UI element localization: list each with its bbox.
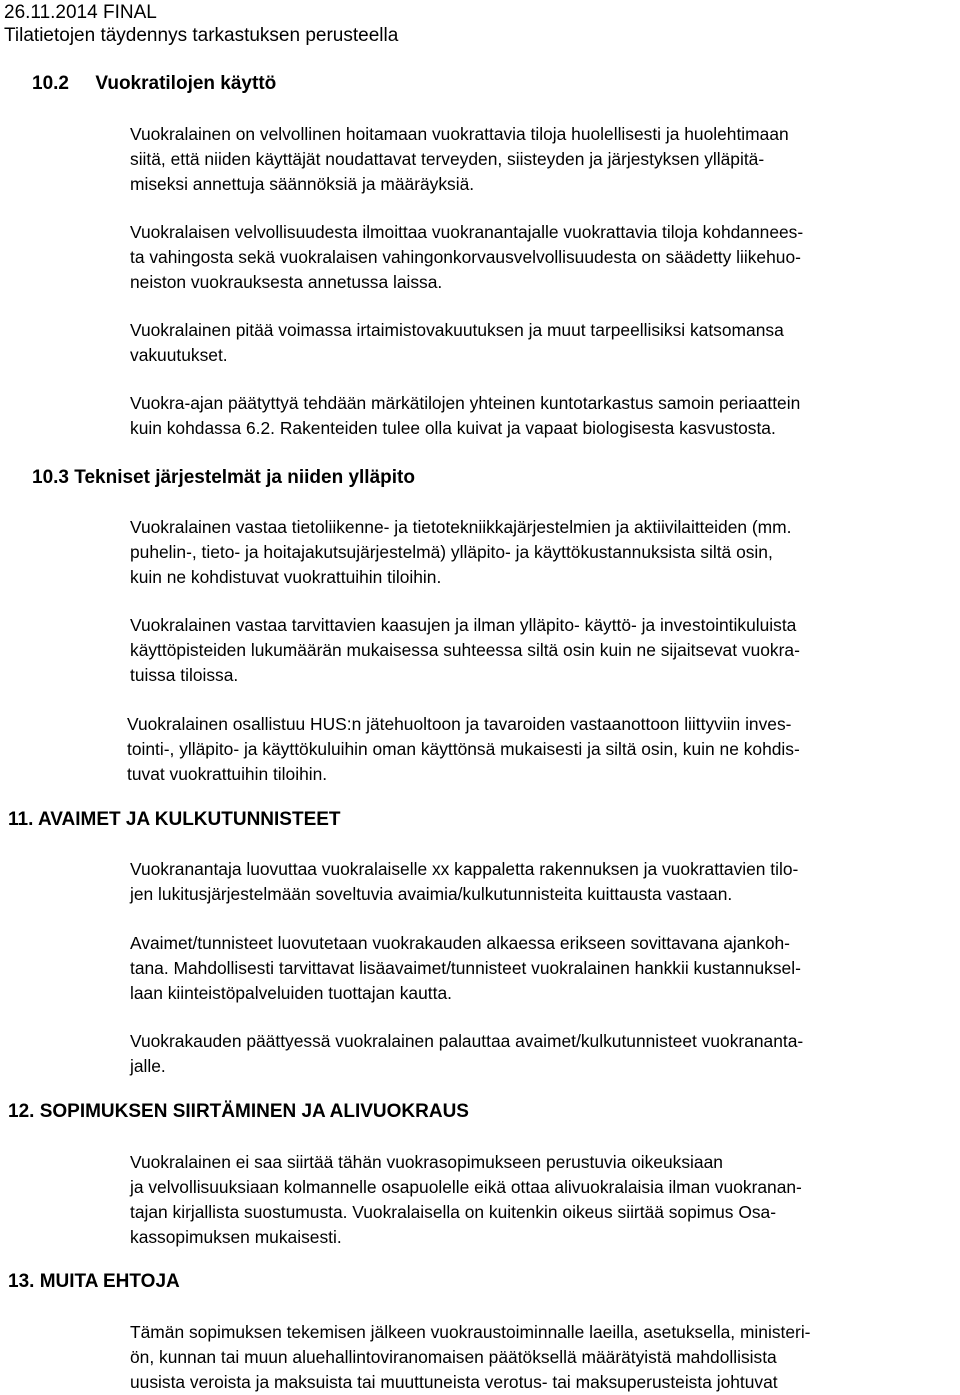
section-heading-13: 13. MUITA EHTOJA — [8, 1271, 180, 1292]
paragraph: Vuokralainen vastaa tietoliikenne- ja tietotekniikkajärjestelmien ja aktiivilaitteiden (mm. puhelin-, tieto- ja hoitajakutsujärjestelmä) ylläpito- ja käyttökustannuksista siltä osin, kuin ne kohdistuvat vuokrattuihin tiloihin. — [130, 517, 792, 587]
paragraph: Tämän sopimuksen tekemisen jälkeen vuokraustoiminnalle laeilla, asetuksella, ministeri- ön, kunnan tai muun aluehallintoviranomaisen päätöksellä määrätyistä mahdollisista uusista veroista ja maksuista tai muuttuneista verotus- tai maksuperusteista johtuvat — [130, 1322, 811, 1392]
paragraph: Vuokralainen ei saa siirtää tähän vuokrasopimukseen perustuvia oikeuksiaan ja velvollisuuksiaan kolmannelle osapuolelle eikä ottaa alivuokralaisia ilman vuokranan- tajan kirjallista suostumusta. Vuokralaisella on kuitenkin oikeus siirtää sopimus Osa- kassopimuksen mukaisesti. — [130, 1152, 802, 1247]
section-heading-11: 11. AVAIMET JA KULKUTUNNISTEET — [8, 809, 341, 830]
paragraph: Vuokralainen pitää voimassa irtaimistovakuutuksen ja muut tarpeellisiksi katsomansa vakuutukset. — [130, 320, 784, 365]
paragraph: Vuokralaisen velvollisuudesta ilmoittaa vuokranantajalle vuokrattavia tiloja kohdannees- ta vahingosta sekä vuokralaisen vahingonkorvausvelvollisuudesta on säädetty liikehuo- neiston vuokrauksesta annetussa laissa. — [130, 222, 804, 292]
paragraph: Vuokranantaja luovuttaa vuokralaiselle xx kappaletta rakennuksen ja vuokrattavien tilo- jen lukitusjärjestelmään soveltuvia avaimia/kulkutunnisteita kuittausta vastaan. — [130, 859, 799, 904]
paragraph: Vuokralainen vastaa tarvittavien kaasujen ja ilman ylläpito- käyttö- ja investointikuluista käyttöpisteiden lukumäärän mukaisessa suhteessa siltä osin kuin ne sijaitsevat vuokra- tuissa tiloissa. — [130, 615, 800, 685]
section-heading-10-3: 10.3 Tekniset järjestelmät ja niiden ylläpito — [32, 467, 415, 488]
paragraph: Vuokralainen on velvollinen hoitamaan vuokrattavia tiloja huolellisesti ja huolehtimaan siitä, että niiden käyttäjät noudattavat terveyden, siisteyden ja järjestyksen ylläpitä- miseksi annettuja säännöksiä ja määräyksiä. — [130, 124, 789, 194]
paragraph: Vuokra-ajan päätyttyä tehdään märkätilojen yhteinen kuntotarkastus samoin periaattein kuin kohdassa 6.2. Rakenteiden tulee olla kuivat ja vapaat biologisesta kasvustosta. — [130, 393, 801, 438]
paragraph: Avaimet/tunnisteet luovutetaan vuokrakauden alkaessa erikseen sovittavana ajankoh- tana. Mahdollisesti tarvittavat lisäavaimet/tunnisteet vuokralainen hankkii kustannuksel- laan kiinteistöpalveluiden tuottajan kautta. — [130, 933, 801, 1003]
document-subtitle: Tilatietojen täydennys tarkastuksen perusteella — [4, 25, 399, 46]
document-date-line: 26.11.2014 FINAL — [4, 2, 157, 23]
paragraph: Vuokralainen osallistuu HUS:n jätehuoltoon ja tavaroiden vastaanottoon liittyviin inves- tointi-, ylläpito- ja käyttökuluihin oman käyttönsä mukaisesti ja siltä osin, kuin ne kohdis- tuvat vuokrattuihin tiloihin. — [127, 714, 800, 784]
section-heading-10-2: 10.2 Vuokratilojen käyttö — [32, 73, 277, 94]
section-heading-12: 12. SOPIMUKSEN SIIRTÄMINEN JA ALIVUOKRAUS — [8, 1101, 469, 1122]
paragraph: Vuokrakauden päättyessä vuokralainen palauttaa avaimet/kulkutunnisteet vuokrananta- jalle. — [130, 1031, 804, 1076]
